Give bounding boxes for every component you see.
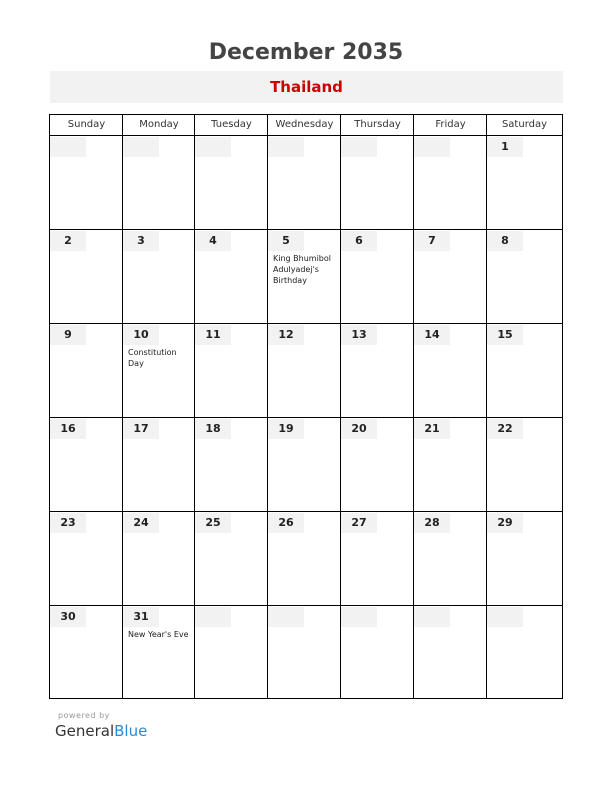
date-number: 6	[355, 234, 363, 247]
day-cell[interactable]	[341, 230, 413, 323]
day-cell[interactable]	[414, 230, 486, 323]
day-cell[interactable]	[50, 324, 122, 417]
holiday-label: King Bhumibol Adulyadej's Birthday	[273, 254, 331, 285]
date-label-box	[268, 231, 304, 251]
date-label-box	[341, 419, 377, 439]
date-label-box	[487, 231, 523, 251]
date-number: 8	[501, 234, 509, 247]
day-cell[interactable]	[414, 606, 486, 699]
date-label-box	[195, 419, 231, 439]
day-cell[interactable]	[123, 606, 194, 699]
date-number: 12	[278, 328, 294, 341]
date-label-box	[123, 137, 159, 157]
date-label-box	[487, 513, 523, 533]
day-cell[interactable]	[414, 418, 486, 511]
day-cell[interactable]	[268, 512, 340, 605]
date-label-box	[50, 607, 86, 627]
date-label-box	[50, 231, 86, 251]
date-number: 1	[501, 140, 509, 153]
date-label-box	[123, 513, 159, 533]
day-cell[interactable]	[50, 606, 122, 699]
date-label-box	[268, 325, 304, 345]
date-label-box	[341, 231, 377, 251]
day-cell[interactable]	[414, 512, 486, 605]
date-label-box	[341, 513, 377, 533]
date-label-box	[50, 419, 86, 439]
day-cell[interactable]	[123, 418, 194, 511]
country-name: Thailand	[270, 78, 343, 96]
date-number: 21	[424, 422, 440, 435]
date-number: 20	[351, 422, 367, 435]
day-cell[interactable]	[195, 512, 267, 605]
date-label-box	[414, 513, 450, 533]
date-number: 5	[282, 234, 290, 247]
date-label-box	[341, 607, 377, 627]
date-label-box	[123, 607, 159, 627]
date-number: 22	[497, 422, 513, 435]
calendar-grid	[49, 114, 563, 699]
weekday-monday: Monday	[139, 119, 179, 130]
day-cell[interactable]	[195, 230, 267, 323]
date-label-box	[195, 513, 231, 533]
date-label-box	[414, 325, 450, 345]
date-number: 26	[278, 516, 294, 529]
weekday-thursday: Thursday	[354, 119, 401, 130]
day-cell[interactable]	[268, 230, 340, 323]
day-cell[interactable]	[50, 512, 122, 605]
date-label-box	[50, 137, 86, 157]
date-number: 19	[278, 422, 294, 435]
day-cell[interactable]	[268, 324, 340, 417]
day-cell[interactable]	[341, 606, 413, 699]
date-number: 13	[351, 328, 367, 341]
day-cell[interactable]	[341, 324, 413, 417]
day-cell[interactable]	[268, 418, 340, 511]
date-label-box	[195, 325, 231, 345]
date-number: 15	[497, 328, 513, 341]
day-cell[interactable]	[123, 230, 194, 323]
date-number: 23	[60, 516, 76, 529]
date-label-box	[268, 419, 304, 439]
date-number: 29	[497, 516, 513, 529]
day-cell[interactable]	[487, 324, 561, 417]
date-number: 14	[424, 328, 440, 341]
day-cell[interactable]	[487, 606, 561, 699]
date-label-box	[341, 325, 377, 345]
day-cell[interactable]	[123, 324, 194, 417]
day-cell[interactable]	[341, 512, 413, 605]
date-label-box	[414, 137, 450, 157]
date-number: 7	[428, 234, 436, 247]
day-cell[interactable]	[50, 230, 122, 323]
date-label-box	[195, 231, 231, 251]
brand-blue: Blue	[114, 722, 148, 740]
date-number: 16	[60, 422, 76, 435]
date-label-box	[123, 419, 159, 439]
date-label-box	[487, 419, 523, 439]
date-number: 18	[205, 422, 221, 435]
powered-by-text: powered by	[58, 711, 110, 720]
day-cell[interactable]	[195, 606, 267, 699]
day-cell[interactable]	[50, 418, 122, 511]
date-label-box	[123, 325, 159, 345]
date-label-box	[50, 513, 86, 533]
day-cell[interactable]	[195, 136, 267, 229]
date-number: 10	[133, 328, 149, 341]
weekday-friday: Friday	[435, 119, 466, 130]
weekday-wednesday: Wednesday	[275, 119, 334, 130]
day-cell[interactable]	[487, 418, 561, 511]
date-label-box	[195, 137, 231, 157]
weekday-saturday: Saturday	[501, 119, 548, 130]
date-label-box	[268, 513, 304, 533]
date-number: 17	[133, 422, 149, 435]
day-cell[interactable]	[414, 136, 486, 229]
day-cell[interactable]	[268, 606, 340, 699]
date-label-box	[341, 137, 377, 157]
date-label-box	[414, 419, 450, 439]
date-label-box	[50, 325, 86, 345]
date-number: 31	[133, 610, 149, 623]
day-cell[interactable]	[487, 136, 561, 229]
date-label-box	[195, 607, 231, 627]
date-label-box	[487, 137, 523, 157]
holiday-label: New Year's Eve	[128, 630, 189, 639]
date-number: 2	[64, 234, 72, 247]
date-number: 11	[205, 328, 221, 341]
date-label-box	[487, 325, 523, 345]
calendar-title: December 2035	[208, 40, 404, 65]
date-label-box	[487, 607, 523, 627]
day-cell[interactable]	[123, 136, 194, 229]
weekday-tuesday: Tuesday	[211, 119, 252, 130]
day-cell[interactable]	[268, 136, 340, 229]
date-number: 25	[205, 516, 221, 529]
date-number: 27	[351, 516, 367, 529]
date-number: 28	[424, 516, 440, 529]
date-label-box	[123, 231, 159, 251]
date-number: 24	[133, 516, 149, 529]
date-number: 3	[137, 234, 145, 247]
day-cell[interactable]	[195, 418, 267, 511]
weekday-sunday: Sunday	[67, 119, 106, 130]
generalblue-logo[interactable]	[55, 722, 147, 740]
day-cell[interactable]	[50, 136, 122, 229]
country-banner	[50, 71, 563, 103]
day-cell[interactable]	[123, 512, 194, 605]
holiday-label: Constitution Day	[128, 348, 177, 368]
day-cell[interactable]	[341, 418, 413, 511]
date-label-box	[268, 137, 304, 157]
date-label-box	[414, 231, 450, 251]
date-number: 4	[209, 234, 217, 247]
day-cell[interactable]	[487, 512, 561, 605]
date-label-box	[268, 607, 304, 627]
day-cell[interactable]	[195, 324, 267, 417]
day-cell[interactable]	[341, 136, 413, 229]
date-number: 9	[64, 328, 72, 341]
day-cell[interactable]	[487, 230, 561, 323]
date-label-box	[414, 607, 450, 627]
brand-general: General	[55, 722, 115, 740]
date-number: 30	[60, 610, 76, 623]
day-cell[interactable]	[414, 324, 486, 417]
